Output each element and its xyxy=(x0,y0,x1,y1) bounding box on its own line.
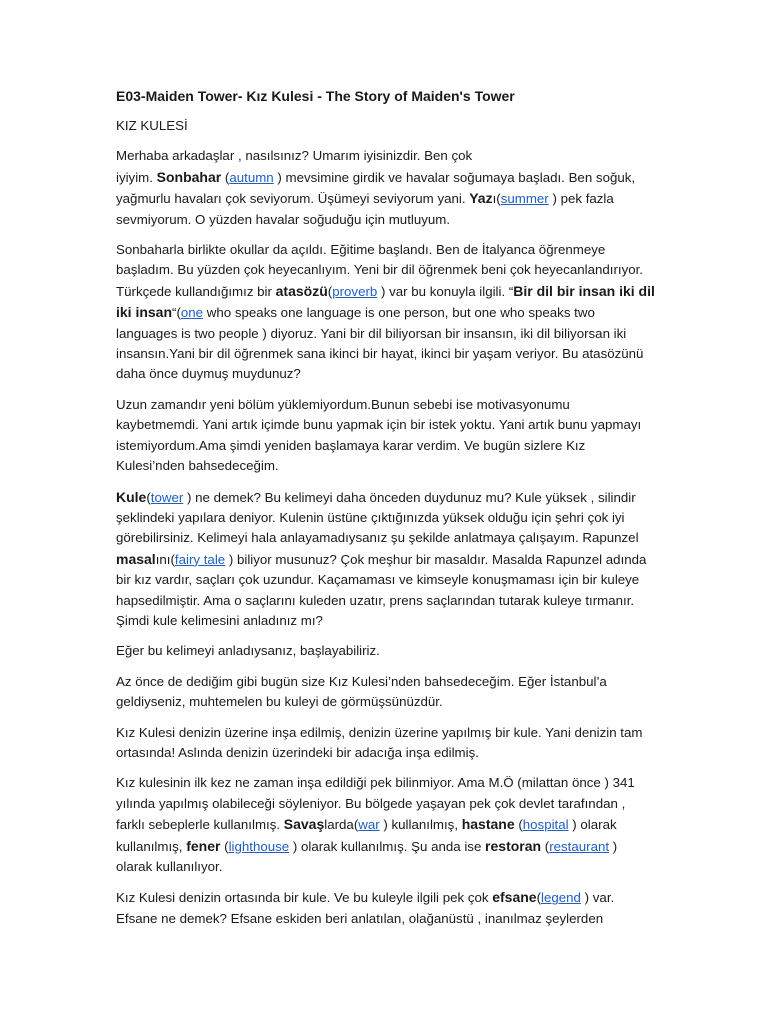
keyword-proverb-phrase: Bir dil bir insan iki dil iki insan xyxy=(116,282,655,321)
link-restaurant[interactable]: restaurant xyxy=(549,838,610,854)
paragraph-5 xyxy=(116,641,656,661)
keyword-hastane: hastane xyxy=(461,816,515,833)
text: Kız Kulesi denizin ortasında bir kule. Ve bu kuleyle ilgili pek çok xyxy=(116,890,493,906)
link-summer[interactable]: summer xyxy=(500,191,549,207)
text: ını( xyxy=(155,551,175,567)
paragraph-2 xyxy=(116,240,656,385)
link-legend[interactable]: legend xyxy=(541,890,581,906)
paragraph-1 xyxy=(116,146,656,230)
keyword-kule: Kule xyxy=(116,488,147,505)
text: ) biliyor musunuz? Çok meşhur bir masaldır. Masalda Rapunzel adında bir kız vardır, saçları çok uzundur. Kaçamaması ve kimseyle konuşmaması için bir kuleye hapsedilmiştir. Ama o saçlarını kuleden uzatır, prens saçlarından tutarak kuleye tırmanır. Şimdi kule kelimesini anladınız mı? xyxy=(116,551,647,628)
paragraph-6 xyxy=(116,672,656,713)
paragraph-8 xyxy=(116,773,656,877)
text: who speaks one language is one person, but one who speaks two languages is two people ) diyoruz. Yani bir dil biliyorsan bir insansın, iki dil biliyorsan iki insansın.Yani bir dil öğrenmek sana ikinci bir hayat, ikinci bir yaşam veriyor. Bu atasözünü daha önce duymuş muydunuz? xyxy=(116,305,644,382)
text: Kız Kulesi denizin üzerine inşa edilmiş, denizin üzerine yapılmış bir kule. Yani denizin tam ortasında! Aslında denizin üzerindeki bir adacığa inşa edilmiş. xyxy=(116,724,643,760)
text: “( xyxy=(172,305,181,321)
text: ( xyxy=(220,838,229,854)
paragraph-9 xyxy=(116,887,656,929)
text: Merhaba arkadaşlar , nasılsınız? Umarım iyisinizdir. Ben çok xyxy=(116,148,473,164)
text: ) olarak kullanılıyor. xyxy=(116,838,618,874)
text: ( xyxy=(541,838,550,854)
text: ( xyxy=(514,817,523,833)
text: ( xyxy=(146,489,151,505)
link-fairy-tale[interactable]: fairy tale xyxy=(174,551,226,567)
link-hospital[interactable]: hospital xyxy=(522,817,569,833)
paragraph-3 xyxy=(116,395,656,477)
text: ) kullanılmış, xyxy=(379,817,462,833)
text: ) olarak kullanılmış, xyxy=(116,817,617,854)
text: ) var bu konuyla ilgili. “ xyxy=(377,283,514,299)
keyword-masal: masal xyxy=(116,550,156,567)
text: ) olarak kullanılmış. Şu anda ise xyxy=(289,838,486,854)
keyword-efsane: efsane xyxy=(492,889,537,906)
text: ) pek fazla sevmiyorum. O yüzden havalar soğuduğu için mutluyum. xyxy=(116,191,614,227)
keyword-atasozu: atasözü xyxy=(275,282,328,299)
link-war[interactable]: war xyxy=(358,817,380,833)
text: Uzun zamandır yeni bölüm yüklemiyordum.Bunun sebebi ise motivasyonumu kaybetmemdi. Yani artık içimde bunu yapmak için bir istek yoktu. Yani artık bunu yapmayı istemiyordum.Ama şimdi yeniden başlamaya karar verdim. Ve bugün sizlere Kız Kulesi’nden bahsedeceğim. xyxy=(116,396,642,474)
link-one[interactable]: one xyxy=(180,305,204,321)
text: Eğer bu kelimeyi anladıysanız, başlayabiliriz. xyxy=(116,643,380,659)
text: ( xyxy=(536,890,542,906)
text: Az önce de dediğim gibi bugün size Kız Kulesi’nden bahsedeceğim. Eğer İstanbul’a geldiyseniz, muhtemelen bu kuleyi de görmüşsünüzdür. xyxy=(116,673,607,710)
text: ) var. Efsane ne demek? Efsane eskiden beri anlatılan, olağanüstü , inanılmaz şeylerden xyxy=(116,890,615,926)
keyword-fener: fener xyxy=(186,837,221,854)
text: ) ne demek? Bu kelimeyi daha önceden duydunuz mu? Kule yüksek , silindir şeklindeki yapılara deniyor. Kulenin üstüne çıktığınızda yüksek olduğu için şehri çok iyi görebilirsiniz. Kelimeyi hala anlayamadıysanız şu şekilde anlatmaya çalışayım. Rapunzel xyxy=(116,489,639,546)
keyword-restoran: restoran xyxy=(485,837,542,854)
keyword-sonbahar: Sonbahar xyxy=(156,168,222,185)
text: ( xyxy=(327,283,333,299)
text: iyiyim. xyxy=(116,169,157,185)
link-tower[interactable]: tower xyxy=(150,489,184,505)
section-heading: KIZ KULESİ xyxy=(116,118,188,133)
keyword-yaz: Yaz xyxy=(469,190,493,207)
text: ( xyxy=(221,169,230,185)
text: Kız kulesinin ilk kez ne zaman inşa edildiği pek bilinmiyor. Ama M.Ö (milattan önce ) 341 yılında yapılmış olabileceği söyleniyor. Bu bölgede yaşayan pek çok devlet tarafından , farklı sebeplerle kullanılmış. xyxy=(116,775,635,833)
link-lighthouse[interactable]: lighthouse xyxy=(228,838,290,854)
keyword-savas: Savaş xyxy=(283,816,325,833)
text: ı( xyxy=(492,191,501,207)
link-proverb[interactable]: proverb xyxy=(332,283,378,299)
document-title: E03-Maiden Tower- Kız Kulesi - The Story of Maiden's Tower xyxy=(116,88,515,104)
link-autumn[interactable]: autumn xyxy=(229,169,274,185)
paragraph-7 xyxy=(116,723,656,764)
paragraph-4 xyxy=(116,487,656,632)
text: larda( xyxy=(324,817,359,833)
text: ) mevsimine girdik ve havalar soğumaya başladı. Ben soğuk, yağmurlu havaları çok seviyorum. Üşümeyi seviyorum yani. xyxy=(116,169,636,207)
text: Sonbaharla birlikte okullar da açıldı. Eğitime başlandı. Ben de İtalyanca öğrenmeye başladım. Bu yüzden çok heyecanlıyım. Yeni bir dil öğrenmek beni çok heyecanlandırıyor. Türkçede kullandığımız bir xyxy=(116,242,644,299)
document-page xyxy=(116,86,656,939)
